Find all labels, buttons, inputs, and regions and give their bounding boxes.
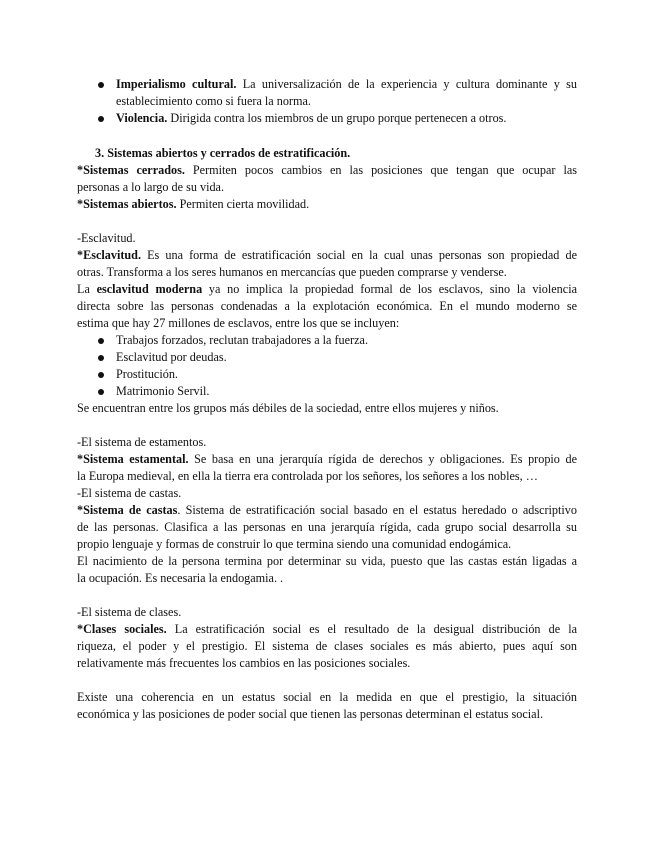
conclusion-line2: económica y las posiciones de poder social que tienen las personas determinan el estatus social. xyxy=(77,707,544,721)
slavery-item: Prostitución. xyxy=(116,367,178,381)
closed-systems-line: *Sistemas cerrados. Permiten pocos cambios en las posiciones que tengan que ocupar las xyxy=(77,163,577,177)
bullet-imperialismo-cont: establecimiento como si fuera la norma. xyxy=(116,94,311,108)
castes-line4: El nacimiento de la persona termina por determinar su vida, puesto que las castas están ligadas a xyxy=(77,554,577,568)
classes-title: -El sistema de clases. xyxy=(77,605,182,619)
estates-line1: *Sistema estamental. Se basa en una jerarquía rígida de derechos y obligaciones. Es propio de xyxy=(77,452,577,466)
classes-line2: riqueza, el poder y el prestigio. El sistema de clases sociales es más abierto, pues aquí son xyxy=(77,639,577,653)
slavery-item: Esclavitud por deudas. xyxy=(116,350,227,364)
bullet-imperialismo: Imperialismo cultural. La universalización de la experiencia y cultura dominante y su xyxy=(116,77,577,91)
bullet-icon xyxy=(98,389,104,395)
open-systems-line: *Sistemas abiertos. Permiten cierta movilidad. xyxy=(77,197,310,211)
slavery-closing: Se encuentran entre los grupos más débiles de la sociedad, entre ellos mujeres y niños. xyxy=(77,401,499,415)
conclusion-line1: Existe una coherencia en un estatus social en la medida en que el prestigio, la situación xyxy=(77,690,577,704)
bullet-icon xyxy=(98,355,104,361)
slavery-item: Trabajos forzados, reclutan trabajadores a la fuerza. xyxy=(116,333,368,347)
castes-line3: propio lenguaje y formas de construir lo que termina siendo una comunidad endogámica. xyxy=(77,537,512,551)
bullet-icon xyxy=(98,82,104,88)
classes-line3: relativamente más frecuentes los cambios en las posiciones sociales. xyxy=(77,656,411,670)
bullet-violencia: Violencia. Dirigida contra los miembros de un grupo porque pertenecen a otros. xyxy=(116,111,507,125)
bullet-icon xyxy=(98,338,104,344)
modern-slavery-line1: La esclavitud moderna ya no implica la propiedad formal de los esclavos, sino la violencia xyxy=(77,282,577,296)
castes-line5: la ocupación. Es necesaria la endogamia. . xyxy=(77,571,284,585)
estates-title: -El sistema de estamentos. xyxy=(77,435,207,449)
estates-line2: la Europa medieval, en ella la tierra era controlada por los señores, los señores a los nobles, … xyxy=(77,469,538,483)
closed-systems-line2: personas a lo largo de su vida. xyxy=(77,180,225,194)
bullet-icon xyxy=(98,372,104,378)
castes-line1: *Sistema de castas. Sistema de estratificación social basado en el estatus heredado o adscriptivo xyxy=(77,503,577,517)
section-heading: 3. Sistemas abiertos y cerrados de estratificación. xyxy=(95,146,351,160)
slavery-item: Matrimonio Servil. xyxy=(116,384,210,398)
castes-line2: de las personas. Clasifica a las personas en una jerarquía rígida, cada grupo social desarrolla su xyxy=(77,520,577,534)
slavery-def-line1: *Esclavitud. Es una forma de estratificación social en la cual unas personas son propiedad de xyxy=(77,248,577,262)
bullet-icon xyxy=(98,116,104,122)
slavery-title: -Esclavitud. xyxy=(77,231,136,245)
modern-slavery-line3: estima que hay 27 millones de esclavos, entre los que se incluyen: xyxy=(77,316,400,330)
castes-title: -El sistema de castas. xyxy=(77,486,182,500)
classes-line1: *Clases sociales. La estratificación social es el resultado de la desigual distribución de la xyxy=(77,622,577,636)
bullet-bold: Imperialismo cultural. xyxy=(116,77,237,91)
modern-slavery-line2: directa sobre las personas condenadas a la explotación económica. En el mundo moderno se xyxy=(77,299,577,313)
slavery-def-line2: otras. Transforma a los seres humanos en mercancías que pueden comprarse y venderse. xyxy=(77,265,507,279)
